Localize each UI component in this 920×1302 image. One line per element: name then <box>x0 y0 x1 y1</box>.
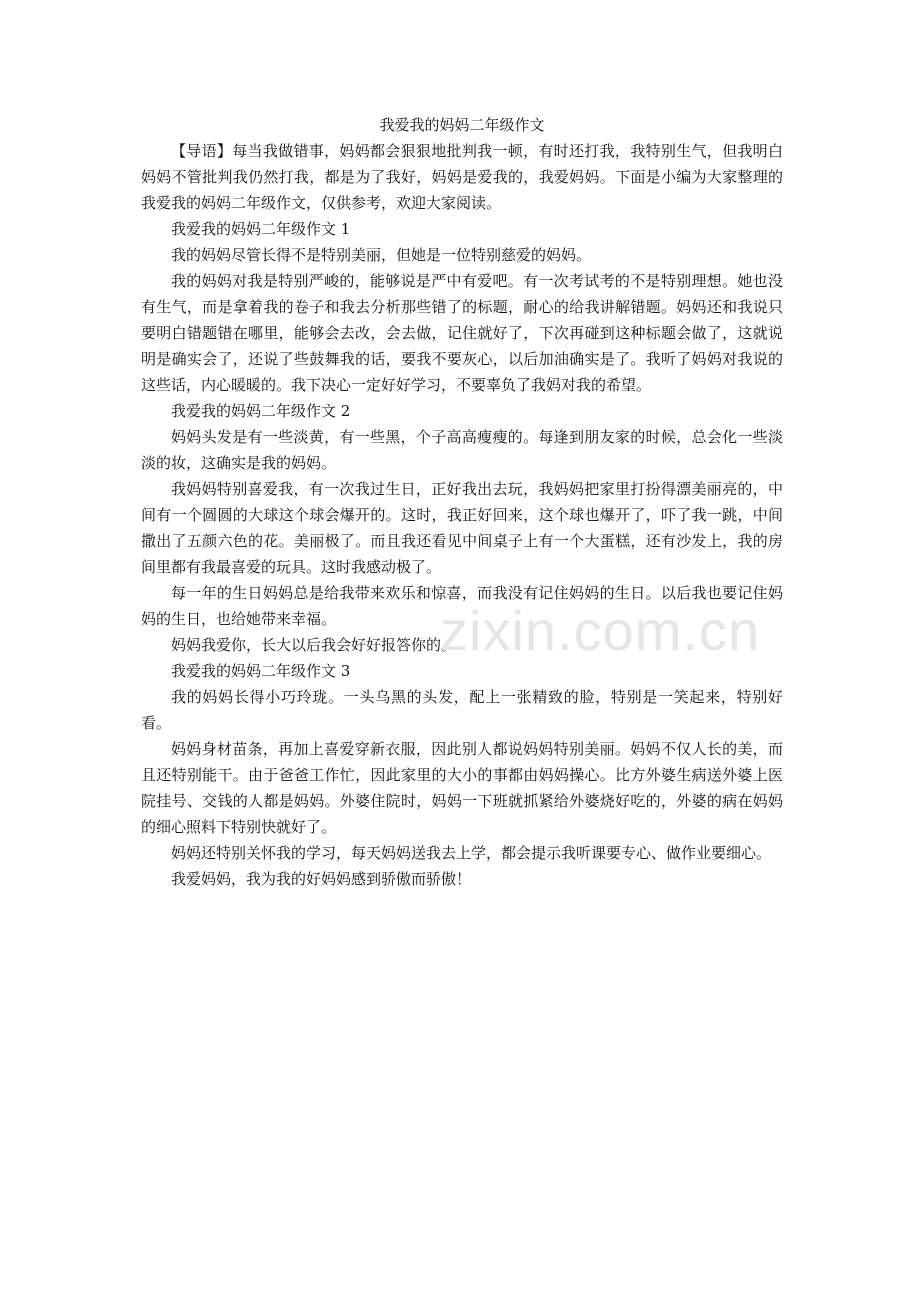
essay-1-paragraph-2: 我的妈妈对我是特别严峻的，能够说是严中有爱吧。有一次考试考的不是特别理想。她也没有生气，而是拿着我的卷子和我去分析那些错了的标题，耐心的给我讲解错题。妈妈还和我说只要明白错题错在哪里，能够会去改，会去做，记住就好了，下次再碰到这种标题会做了，这就说明是确实会了，还说了些鼓舞我的话，要我不要灰心，以后加油确实是了。我听了妈妈对我说的这些话，内心暖暖的。我下决心一定好好学习，不要辜负了我妈对我的希望。 <box>141 272 783 394</box>
essay-3-paragraph-3: 妈妈还特别关怀我的学习，每天妈妈送我去上学，都会提示我听课要专心、做作业要细心。 <box>171 844 772 862</box>
essay-3-heading: 我爱我的妈妈二年级作文 3 <box>171 662 351 680</box>
essay-2-heading: 我爱我的妈妈二年级作文 2 <box>171 402 351 420</box>
essay-2-paragraph-4: 妈妈我爱你，长大以后我会好好报答你的。 <box>171 636 457 654</box>
essay-3-paragraph-1: 我的妈妈长得小巧玲珑。一头乌黑的头发，配上一张精致的脸，特别是一笑起来，特别好看。 <box>141 688 783 732</box>
essay-1-heading: 我爱我的妈妈二年级作文 1 <box>171 220 351 238</box>
document-title: 我爱我的妈妈二年级作文 <box>379 116 545 134</box>
document-page <box>141 112 783 892</box>
watermark: zixin.com.cn <box>440 599 761 662</box>
essay-2-paragraph-1: 妈妈头发是有一些淡黄，有一些黑，个子高高瘦瘦的。每逢到朋友家的时候，总会化一些淡淡的妆，这确实是我的妈妈。 <box>141 428 783 472</box>
intro-paragraph: 【导语】每当我做错事，妈妈都会狠狠地批判我一顿，有时还打我，我特别生气，但我明白妈妈不管批判我仍然打我，都是为了我好，妈妈是爱我的，我爱妈妈。下面是小编为大家整理的我爱我的妈妈二年级作文，仅供参考，欢迎大家阅读。 <box>141 142 783 212</box>
essay-2-paragraph-2: 我妈妈特别喜爱我，有一次我过生日，正好我出去玩，我妈妈把家里打扮得漂美丽亮的，中间有一个圆圆的大球这个球会爆开的。这时，我正好回来，这个球也爆开了，吓了我一跳，中间撒出了五颜六色的花。美丽极了。而且我还看见中间桌子上有一个大蛋糕，还有沙发上，我的房间里都有我最喜爱的玩具。这时我感动极了。 <box>141 480 783 576</box>
essay-3-paragraph-4: 我爱妈妈，我为我的好妈妈感到骄傲而骄傲！ <box>171 870 472 888</box>
essay-3-paragraph-2: 妈妈身材苗条，再加上喜爱穿新衣服，因此别人都说妈妈特别美丽。妈妈不仅人长的美，而且还特别能干。由于爸爸工作忙，因此家里的大小的事都由妈妈操心。比方外婆生病送外婆上医院挂号、交钱的人都是妈妈。外婆住院时，妈妈一下班就抓紧给外婆烧好吃的，外婆的病在妈妈的细心照料下特别快就好了。 <box>141 740 783 836</box>
essay-1-paragraph-1: 我的妈妈尽管长得不是特别美丽，但她是一位特别慈爱的妈妈。 <box>171 246 592 264</box>
essay-2-paragraph-3: 每一年的生日妈妈总是给我带来欢乐和惊喜，而我没有记住妈妈的生日。以后我也要记住妈妈的生日，也给她带来幸福。 <box>141 584 783 628</box>
